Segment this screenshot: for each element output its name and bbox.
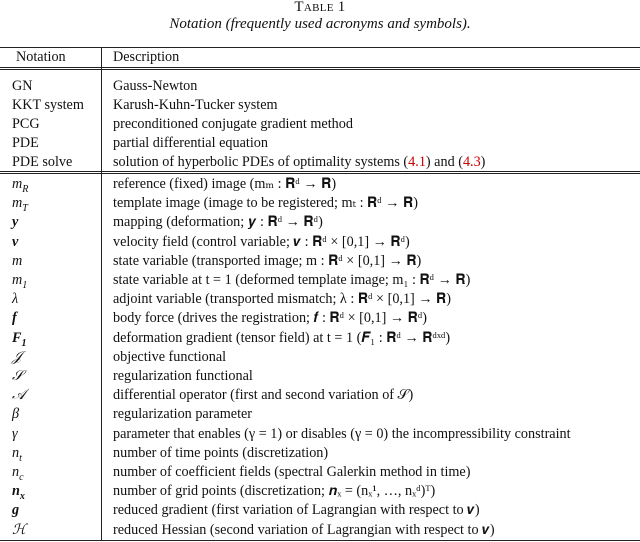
table-row xyxy=(0,405,640,424)
description-cell: number of time points (discretization) xyxy=(113,444,329,461)
description-cell: template image (image to be registered; mₜ : 𝐑ᵈ → 𝐑) xyxy=(113,195,418,212)
table-row xyxy=(0,463,640,482)
equation-ref-link[interactable]: 4.1 xyxy=(408,154,426,170)
header-description: Description xyxy=(113,49,180,65)
description-cell: state variable at t = 1 (deformed template image; m₁ : 𝐑ᵈ → 𝐑) xyxy=(113,272,471,288)
description-cell: differential operator (first and second variation of 𝒮) xyxy=(113,387,414,404)
symbol: β xyxy=(12,406,20,423)
symbol: 𝒥 xyxy=(12,348,22,365)
symbol: m xyxy=(12,252,23,269)
notation-cell: PDE xyxy=(12,135,39,151)
description-cell xyxy=(113,153,485,172)
table-row xyxy=(0,77,640,96)
header-notation: Notation xyxy=(16,49,66,65)
notation-cell xyxy=(12,233,18,252)
symbol: y xyxy=(12,214,19,231)
description-cell: number of coefficient fields (spectral Galerkin method in time) xyxy=(113,464,471,480)
bottom-rule xyxy=(0,540,640,541)
notation-cell xyxy=(12,405,19,424)
description-text: ) xyxy=(480,154,486,170)
table-row xyxy=(0,233,640,252)
symbol: n xyxy=(12,444,20,461)
description-text: solution of hyperbolic PDEs of optimality systems ( xyxy=(113,154,409,170)
table-row xyxy=(0,521,640,540)
symbol: λ xyxy=(12,291,19,308)
notation-cell xyxy=(12,348,22,367)
description-cell: reference (fixed) image (mₘ : 𝐑ᵈ → 𝐑) xyxy=(113,176,337,192)
symbol: 𝒜 xyxy=(12,387,26,404)
description-cell: regularization parameter xyxy=(113,406,253,423)
table-row xyxy=(0,329,640,348)
notation-cell xyxy=(12,444,22,463)
description-cell: number of grid points (discretization; 𝒏ₓ = (nₓ¹, …, nₓᵈ)ᵀ) xyxy=(113,483,436,500)
description-text: preconditioned conjugate gradient method xyxy=(113,116,353,132)
description-cell xyxy=(113,77,197,96)
symbol-subscript: t xyxy=(19,452,22,464)
description-text: Karush-Kuhn-Tucker system xyxy=(113,97,278,113)
description-cell: regularization functional xyxy=(113,368,253,384)
description-cell: deformation gradient (tensor field) at t = 1 (𝑭₁ : 𝐑ᵈ → 𝐑ᵈˣᵈ) xyxy=(113,329,451,346)
group-rule-2 xyxy=(0,173,640,174)
notation-cell xyxy=(12,213,18,232)
notation-cell xyxy=(12,521,26,540)
notation-cell xyxy=(12,501,19,520)
symbol-subscript: c xyxy=(19,471,24,483)
table-row xyxy=(0,153,640,172)
symbol: F xyxy=(12,329,22,346)
header-rule-2 xyxy=(0,69,640,70)
symbol: g xyxy=(12,502,20,519)
table-row xyxy=(0,96,640,115)
description-cell xyxy=(113,134,268,153)
table-row xyxy=(0,290,640,309)
symbol-subscript: 1 xyxy=(22,279,28,291)
table-row xyxy=(0,134,640,153)
description-cell: parameter that enables (γ = 1) or disables (γ = 0) the incompressibility constraint xyxy=(113,425,571,442)
table-row xyxy=(0,252,640,271)
description-cell xyxy=(113,96,278,115)
description-cell: reduced gradient (first variation of Lagrangian with respect to 𝒗) xyxy=(113,502,480,519)
table-row xyxy=(0,213,640,232)
notation-cell xyxy=(12,482,25,501)
notation-cell: GN xyxy=(12,78,33,94)
table-row xyxy=(0,271,640,290)
notation-cell: PDE solve xyxy=(12,154,73,170)
table-row xyxy=(0,115,640,134)
notation-cell xyxy=(12,252,22,271)
table-row xyxy=(0,482,640,501)
symbol: ℋ xyxy=(12,521,27,538)
table-row xyxy=(0,309,640,328)
table-row xyxy=(0,175,640,194)
symbol-subscript: 1 xyxy=(21,337,27,349)
symbol: γ xyxy=(12,425,18,442)
table-row xyxy=(0,444,640,463)
header-rule xyxy=(0,67,640,68)
description-cell: body force (drives the registration; 𝒇 : 𝐑ᵈ × [0,1] → 𝐑ᵈ) xyxy=(113,310,428,327)
symbol-subscript: T xyxy=(22,203,28,215)
notation-cell xyxy=(12,271,27,290)
notation-cell xyxy=(12,463,24,482)
symbol-subscript: x xyxy=(19,491,25,503)
table-row xyxy=(0,348,640,367)
symbol: v xyxy=(12,233,19,250)
symbol: m xyxy=(12,176,23,192)
description-text: Gauss-Newton xyxy=(113,78,198,94)
table-title: Table 1 xyxy=(294,0,346,15)
description-cell: velocity field (control variable; 𝒗 : 𝐑ᵈ × [0,1] → 𝐑ᵈ) xyxy=(113,233,410,250)
symbol: m xyxy=(12,195,23,212)
description-cell: state variable (transported image; m : 𝐑ᵈ × [0,1] → 𝐑) xyxy=(113,252,422,269)
notation-cell xyxy=(12,290,18,309)
symbol: 𝒮 xyxy=(12,368,23,384)
table-row xyxy=(0,194,640,213)
notation-cell: KKT system xyxy=(12,97,84,113)
notation-cell xyxy=(12,386,25,405)
notation-cell xyxy=(12,194,28,213)
table-row xyxy=(0,425,640,444)
notation-cell xyxy=(12,425,18,444)
description-cell: objective functional xyxy=(113,348,227,365)
description-text: ) and ( xyxy=(425,154,463,170)
description-cell: reduced Hessian (second variation of Lagrangian with respect to 𝒗) xyxy=(113,521,495,538)
header-row xyxy=(0,48,640,67)
description-cell: adjoint variable (transported mismatch; λ : 𝐑ᵈ × [0,1] → 𝐑) xyxy=(113,291,452,308)
equation-ref-link[interactable]: 4.3 xyxy=(462,154,481,170)
description-cell xyxy=(113,115,353,134)
notation-cell xyxy=(12,175,28,194)
notation-cell xyxy=(12,367,23,386)
symbol: f xyxy=(12,310,17,327)
description-cell: mapping (deformation; 𝒚 : 𝐑ᵈ → 𝐑ᵈ) xyxy=(113,214,323,231)
notation-cell xyxy=(12,309,17,328)
table-row xyxy=(0,501,640,520)
symbol: n xyxy=(12,483,20,500)
table-row xyxy=(0,386,640,405)
symbol-subscript: R xyxy=(22,183,29,195)
table-row xyxy=(0,367,640,386)
symbol: n xyxy=(12,464,20,480)
notation-cell xyxy=(12,329,26,348)
notation-cell: PCG xyxy=(12,116,40,132)
symbol: m xyxy=(12,272,23,288)
description-text: partial differential equation xyxy=(113,135,268,151)
table-caption: Notation (frequently used acronyms and symbols). xyxy=(169,16,471,32)
